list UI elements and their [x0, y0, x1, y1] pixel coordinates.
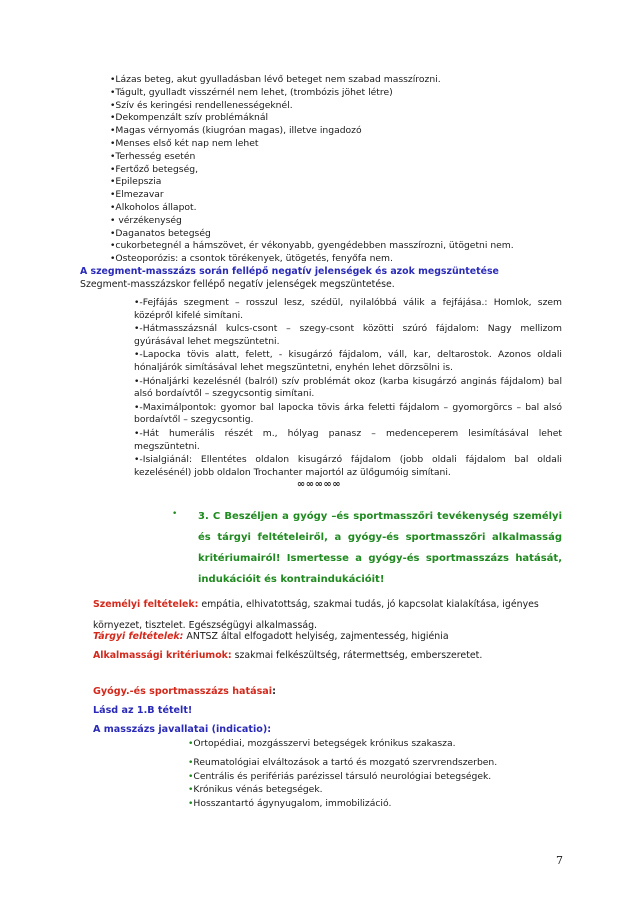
- list-item: •-Maximálpontok: gyomor bal lapocka tövis árka feletti fájdalom – gyomorgörcs – bal alsó bordaívtől – szegycsontig.: [134, 401, 562, 426]
- list-item: •Epilepszia: [110, 176, 162, 188]
- bullet-icon: •: [110, 201, 116, 213]
- bullet-icon: •: [134, 454, 140, 466]
- bullet-icon: •: [110, 125, 116, 137]
- list-item: •-Isialgiánál: Ellentétes oldalon kisugárzó fájdalom (jobb oldali fájdalom bal oldali kezelésénél) jobb oldalon Trochanter majortól az ülőgumóig simítani.: [134, 454, 562, 478]
- material-conditions: Tárgyi feltételek: ANTSZ által elfogadott helyiség, zajmentesség, higiénia: [93, 631, 449, 642]
- effects-heading: Gyógy.-és sportmasszázs hatásai: [93, 686, 273, 697]
- list-item: •Lázas beteg, akut gyulladásban lévő beteget nem szabad masszírozni.: [110, 74, 441, 85]
- bullet-icon: •: [134, 401, 140, 413]
- list-item: •cukorbetegnél a hámszövet, ér vékonyabb, gyengédebben masszírozni, ütögetni nem.: [110, 240, 514, 252]
- criteria-label: Alkalmassági kritériumok:: [93, 650, 232, 661]
- bullet-icon: •: [134, 375, 140, 387]
- list-item: •-Fejfájás szegment – rosszul lesz, szédül, nyilalóbbá válik a fejfájása.: Homlok, szem középről kifelé simítani.: [134, 297, 562, 321]
- bullet-icon: •: [134, 427, 140, 439]
- list-item: •Terhesség esetén: [110, 150, 196, 162]
- list-item: •Reumatológiai elváltozások a tartó és mozgató szervrendszerben.: [188, 757, 498, 769]
- bullet-icon: •: [110, 86, 116, 98]
- bullet-icon: •: [188, 797, 194, 809]
- suitability-criteria: Alkalmassági kritériumok: szakmai felkészültség, rátermettség, emberszeretet.: [93, 650, 483, 661]
- section-separator: ∞∞∞∞∞: [296, 479, 342, 490]
- negative-effects-list: [116, 297, 562, 480]
- exam-question: [172, 506, 562, 590]
- list-item: •Osteoporózis: a csontok törékenyek, ütögetés, fenyőfa nem.: [110, 253, 393, 265]
- list-item: •Dekompenzált szív problémáknál: [110, 112, 269, 124]
- bullet-icon: •: [110, 112, 116, 124]
- bullet-icon: •: [134, 323, 140, 335]
- bullet-icon: •: [188, 770, 194, 782]
- list-item: •Menses első két nap nem lehet: [110, 137, 259, 149]
- bullet-icon: •: [188, 738, 194, 749]
- bullet-icon: •: [110, 99, 116, 111]
- bullet-icon: •: [134, 297, 140, 308]
- question-text: 3. C Beszéljen a gyógy –és sportmasszőri tevékenység személyi és tárgyi feltételeiről, a gyógy-és sportmasszőri alkalmasság kritériumairól! Ismertesse a gyógy-és sportmasszázs hatását, indukációit és kontraindukációit!: [198, 511, 562, 585]
- bullet-icon: •: [110, 214, 116, 226]
- list-item: •-Hátmasszázsnál kulcs-csont – szegy-csont közötti szúró fájdalom: Nagy mellizom gyúrásával lehet megszüntetni.: [134, 323, 562, 347]
- bullet-icon: •: [110, 240, 116, 252]
- material-label: Tárgyi feltételek:: [93, 631, 184, 642]
- segment-heading: A szegment-masszázs során fellépő negatív jelenségek és azok megszüntetése: [80, 266, 499, 277]
- bullet-icon: •: [188, 757, 194, 769]
- list-item: •Hosszantartó ágynyugalom, immobilizáció.: [188, 797, 392, 809]
- segment-subheading: Szegment-masszázskor fellépő negatív jelenségek megszüntetése.: [80, 279, 395, 290]
- list-item: •Elmezavar: [110, 189, 164, 201]
- list-item: •Tágult, gyulladt visszérnél nem lehet, (trombózis jöhet létre): [110, 86, 393, 98]
- list-item: •Daganatos betegség: [110, 227, 211, 239]
- list-item: •Fertőző betegség,: [110, 163, 198, 175]
- contraindication-list: [90, 74, 570, 266]
- bullet-icon: •: [110, 150, 116, 162]
- personal-conditions: Személyi feltételek: empátia, elhivatottság, szakmai tudás, jó kapcsolat kialakítása, igényes környezet, tisztelet. Egészségügyi alkalmasság.: [93, 599, 539, 631]
- bullet-icon: •: [110, 137, 116, 149]
- list-item: •Krónikus vénás betegségek.: [188, 784, 323, 796]
- bullet-icon: •: [188, 784, 194, 796]
- list-item: •Szív és keringési rendellenességeknél.: [110, 99, 293, 111]
- bullet-icon: •: [110, 74, 116, 85]
- bullet-icon: •: [110, 163, 116, 175]
- list-item: •Ortopédiai, mozgásszervi betegségek krónikus szakasza.: [188, 738, 456, 749]
- bullet-icon: •: [172, 509, 178, 519]
- list-item: •-Hónaljárki kezelésnél (balról) szív problémát okoz (karba kisugárzó anginás fájdalom) bal alsó bordaívtől – szegycsontig simítani.: [134, 375, 562, 400]
- personal-label: Személyi feltételek:: [93, 599, 199, 610]
- list-item: •Magas vérnyomás (kiugróan magas), illetve ingadozó: [110, 125, 362, 137]
- indications-heading: A masszázs javallatai (indicatio):: [93, 724, 272, 735]
- bullet-icon: •: [134, 349, 140, 361]
- bullet-icon: •: [110, 253, 116, 265]
- list-item: • vérzékenység: [110, 214, 182, 226]
- list-item: •Centrális és perifériás parézissel társuló neurológiai betegségek.: [188, 770, 492, 782]
- list-item: •-Lapocka tövis alatt, felett, - kisugárzó fájdalom, váll, kar, deltarostok. Azonos oldali hónaljárók simításával lehet megszüntetni, enyhén lehet dörzsölni is.: [134, 349, 562, 373]
- list-item: •Alkoholos állapot.: [110, 201, 197, 213]
- bullet-icon: •: [110, 176, 116, 188]
- bullet-icon: •: [110, 189, 116, 201]
- list-item: •-Hát humerális részét m., hólyag panasz – medenceperem lesimításával lehet megszüntetni.: [134, 427, 562, 452]
- indications-list: [172, 737, 562, 810]
- effects-section: Gyógy.-és sportmasszázs hatásai: Lásd az 1.B tételt! A masszázs javallatai (indicatio):: [93, 682, 276, 739]
- bullet-icon: •: [110, 227, 116, 239]
- page-number: 7: [556, 854, 563, 867]
- see-reference: Lásd az 1.B tételt!: [93, 705, 193, 716]
